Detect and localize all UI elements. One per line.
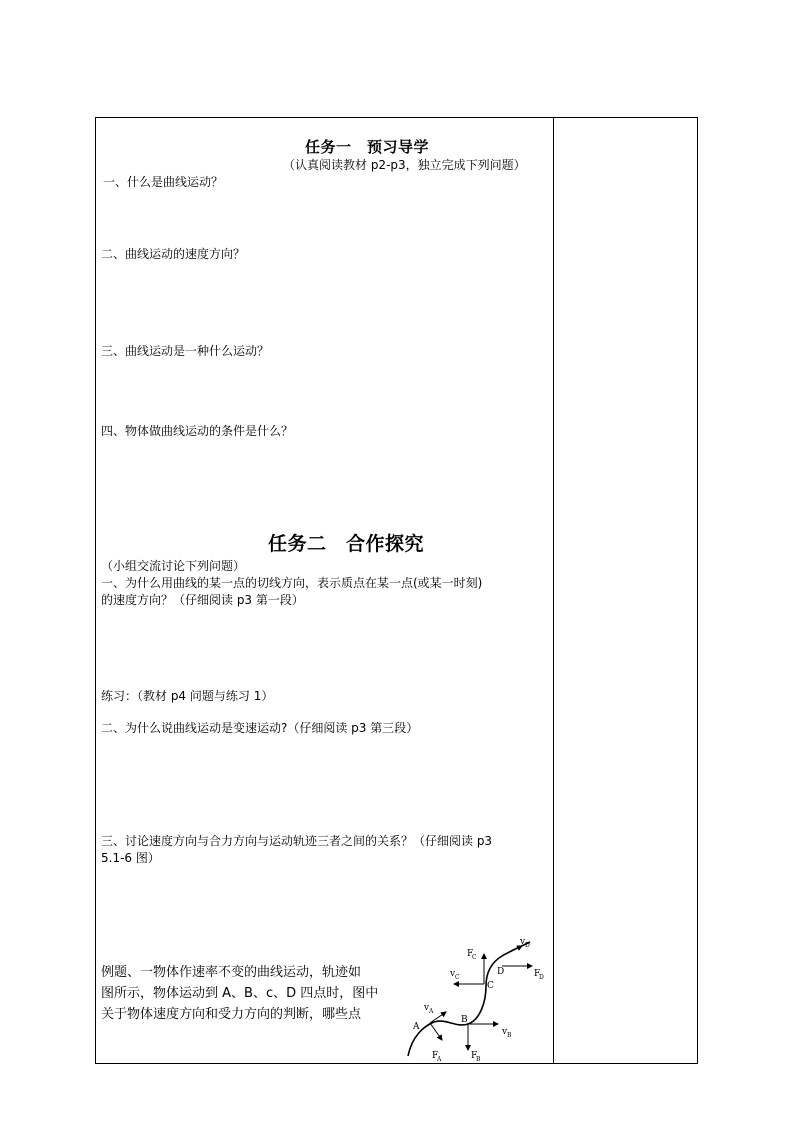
point-b-label: B bbox=[461, 1015, 468, 1025]
force-a-arrow bbox=[430, 1023, 442, 1040]
velocity-b-label: v bbox=[502, 1027, 508, 1037]
task1-question-3: 三、曲线运动是一种什么运动？ bbox=[101, 344, 270, 358]
task2-question-1-line1: 一、为什么用曲线的某一点的切线方向，表示质点在某一点(或某一时刻) bbox=[101, 576, 483, 590]
force-c-subscript: C bbox=[472, 954, 477, 961]
point-c-label: C bbox=[487, 981, 494, 991]
task1-title: 任务一 预习导学 bbox=[305, 138, 430, 156]
trajectory-curve bbox=[408, 942, 530, 1056]
force-a-label: F bbox=[432, 1051, 439, 1061]
example-line3: 关于物体速度方向和受力方向的判断，哪些点 bbox=[101, 1007, 362, 1022]
force-d-subscript: D bbox=[539, 974, 544, 981]
task2-instruction: （小组交流讨论下列问题） bbox=[101, 559, 246, 573]
example-line1: 例题、一物体作速率不变的曲线运动，轨迹如 bbox=[101, 965, 362, 980]
velocity-d-arrow bbox=[502, 946, 522, 956]
force-c-label: F bbox=[467, 949, 474, 959]
task2-question-2: 二、为什么说曲线运动是变速运动?（仔细阅读 p3 第三段） bbox=[101, 721, 419, 735]
velocity-a-subscript: A bbox=[429, 1008, 434, 1015]
force-d-label: F bbox=[534, 969, 541, 979]
notes-column-divider bbox=[553, 117, 554, 1064]
task2-question-1-line2: 的速度方向？（仔细阅读 p3 第一段） bbox=[101, 593, 304, 607]
point-a-label: A bbox=[413, 1022, 420, 1032]
task2-question-3-line1: 三、讨论速度方向与合力方向与运动轨迹三者之间的关系？（仔细阅读 p3 bbox=[101, 834, 493, 848]
practice-note: 练习：（教材 p4 问题与练习 1） bbox=[101, 689, 274, 703]
task1-question-1: 一、什么是曲线运动？ bbox=[103, 175, 224, 189]
example-line2: 图所示，物体运动到 A、B、c、D 四点时，图中 bbox=[101, 986, 379, 1001]
velocity-d-subscript: D bbox=[525, 942, 530, 949]
force-a-subscript: A bbox=[437, 1056, 442, 1063]
task2-question-3-line2: 5.1-6 图） bbox=[101, 851, 160, 865]
task1-instruction: （认真阅读教材 p2-p3，独立完成下列问题） bbox=[283, 158, 526, 172]
velocity-d-label: v bbox=[520, 937, 526, 947]
force-b-label: F bbox=[471, 1051, 478, 1061]
task1-question-2: 二、曲线运动的速度方向？ bbox=[101, 247, 246, 261]
velocity-c-label: v bbox=[450, 969, 456, 979]
velocity-b-subscript: B bbox=[507, 1032, 512, 1039]
task2-title: 任务二 合作探究 bbox=[268, 533, 425, 555]
task1-question-4: 四、物体做曲线运动的条件是什么？ bbox=[101, 424, 294, 438]
point-d-label: D bbox=[497, 967, 505, 977]
velocity-a-label: v bbox=[424, 1003, 430, 1013]
trajectory-figure bbox=[398, 932, 550, 1066]
velocity-c-subscript: C bbox=[455, 974, 460, 981]
force-b-subscript: B bbox=[476, 1056, 481, 1063]
